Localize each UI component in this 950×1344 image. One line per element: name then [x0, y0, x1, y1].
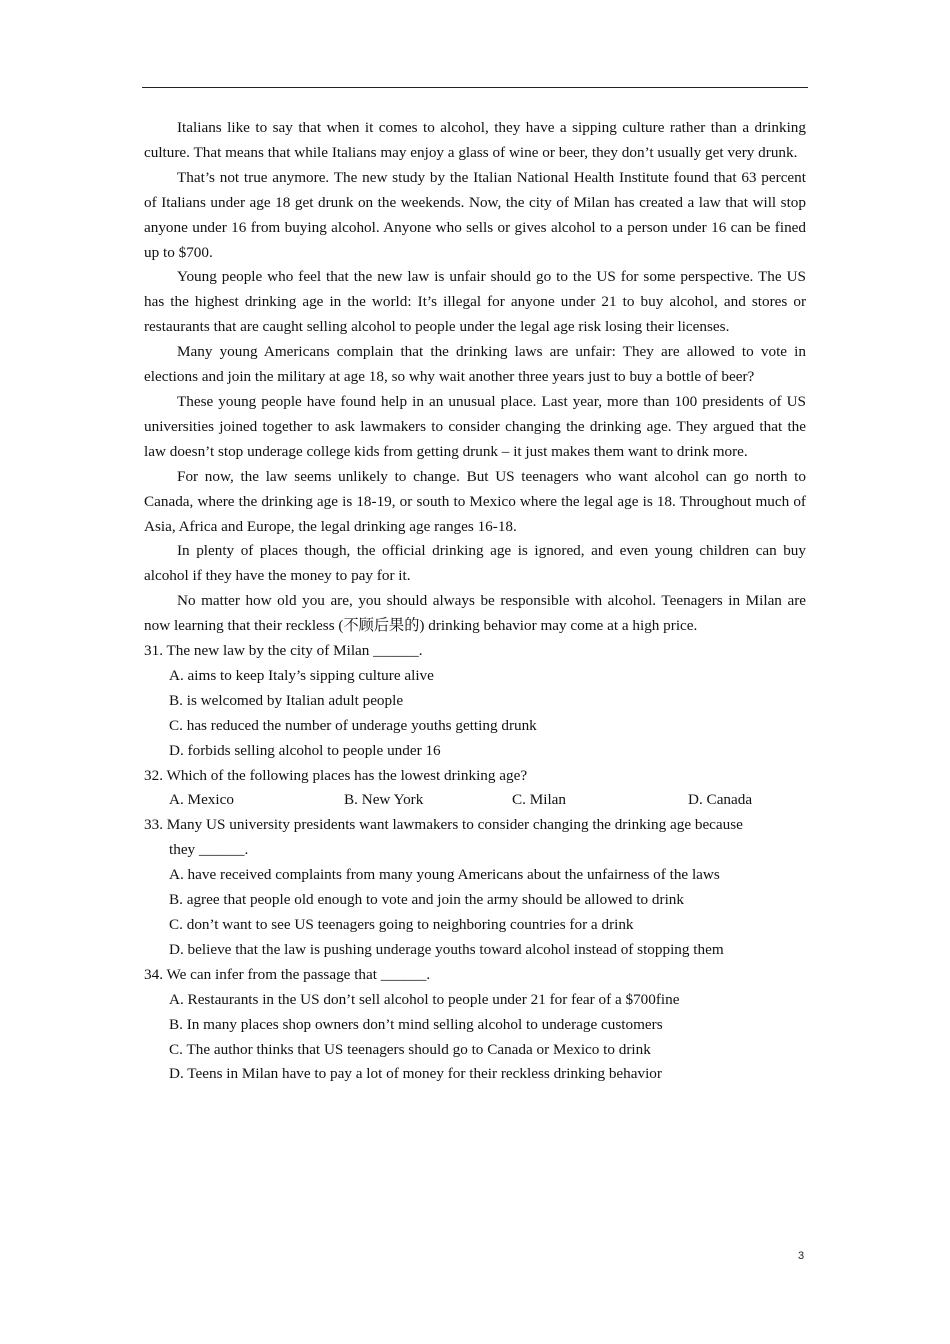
- passage-paragraph: For now, the law seems unlikely to change. But US teenagers who want alcohol can go north to Canada, where the drinking age is 18-19, or south to Mexico where the legal age is 18. Throughout much of Asia, Africa and Europe, the legal drinking age ranges 16-18.: [144, 467, 806, 535]
- question-34: [144, 963, 806, 1088]
- option-d: D. believe that the law is pushing underage youths toward alcohol instead of stopping them: [169, 940, 724, 958]
- option-a: A. Restaurants in the US don’t sell alcohol to people under 21 for fear of a $700fine: [169, 990, 680, 1008]
- option-d: D. forbids selling alcohol to people under 16: [169, 741, 441, 759]
- question-stem: 32. Which of the following places has the lowest drinking age?: [144, 766, 528, 784]
- option-b: B. agree that people old enough to vote and join the army should be allowed to drink: [169, 891, 684, 909]
- option-b: B. is welcomed by Italian adult people: [169, 691, 404, 709]
- question-31: [144, 639, 806, 764]
- option-c: C. don’t want to see US teenagers going to neighboring countries for a drink: [169, 916, 634, 933]
- document-body: [144, 116, 806, 1087]
- passage-paragraph: Young people who feel that the new law is unfair should go to the US for some perspective. The US has the highest drinking age in the world: It’s illegal for anyone under 21 to buy alcohol, and stores or restaurants that are caught selling alcohol to people under the legal age risk losing their licenses.: [144, 268, 806, 336]
- option-d: D. Teens in Milan have to pay a lot of money for their reckless drinking behavior: [169, 1065, 662, 1083]
- option-d: D. Canada: [688, 791, 753, 809]
- option-a: A. have received complaints from many young Americans about the unfairness of the laws: [169, 866, 720, 884]
- passage-paragraph: That’s not true anymore. The new study by the Italian National Health Institute found that 63 percent of Italians under age 18 get drunk on the weekends. Now, the city of Milan has created a law that will stop anyone under 16 from buying alcohol. Anyone who sells or gives alcohol to a person under 16 can be fined up to $700.: [144, 168, 806, 261]
- question-32: [144, 764, 806, 814]
- option-c: C. has reduced the number of underage youths getting drunk: [169, 716, 537, 734]
- question-stem: 34. We can infer from the passage that ______.: [144, 965, 431, 983]
- passage-paragraph: Many young Americans complain that the drinking laws are unfair: They are allowed to vote in elections and join the military at age 18, so why wait another three years just to buy a bottle of beer?: [144, 343, 806, 386]
- question-stem: 31. The new law by the city of Milan ______.: [144, 642, 423, 660]
- passage-paragraph: These young people have found help in an unusual place. Last year, more than 100 presidents of US universities joined together to ask lawmakers to consider changing the drinking age. They argued that the law doesn’t stop underage college kids from getting drunk – it just makes them want to drink more.: [144, 392, 806, 460]
- question-stem: 33. Many US university presidents want lawmakers to consider changing the drinking age because: [144, 816, 743, 834]
- page-number: 3: [798, 1250, 805, 1262]
- option-b: B. New York: [344, 791, 424, 809]
- passage-paragraph: No matter how old you are, you should always be responsible with alcohol. Teenagers in Milan are now learning that their reckless (不顾后果的) drinking behavior may come at a high price.: [144, 592, 806, 635]
- passage-paragraph: Italians like to say that when it comes to alcohol, they have a sipping culture rather than a drinking culture. That means that while Italians may enjoy a glass of wine or beer, they don’t usually get very drunk.: [144, 119, 806, 161]
- options-row: [144, 788, 806, 813]
- option-a: A. aims to keep Italy’s sipping culture alive: [169, 666, 434, 684]
- question-33: [144, 813, 806, 962]
- passage-paragraph: In plenty of places though, the official drinking age is ignored, and even young children can buy alcohol if they have the money to pay for it.: [144, 542, 806, 585]
- option-a: A. Mexico: [169, 791, 234, 809]
- option-c: C. Milan: [512, 791, 567, 809]
- option-b: B. In many places shop owners don’t mind selling alcohol to underage customers: [169, 1015, 663, 1033]
- option-c: C. The author thinks that US teenagers should go to Canada or Mexico to drink: [169, 1040, 651, 1058]
- header-rule: [142, 87, 808, 88]
- question-stem-continued: they ______.: [169, 841, 249, 859]
